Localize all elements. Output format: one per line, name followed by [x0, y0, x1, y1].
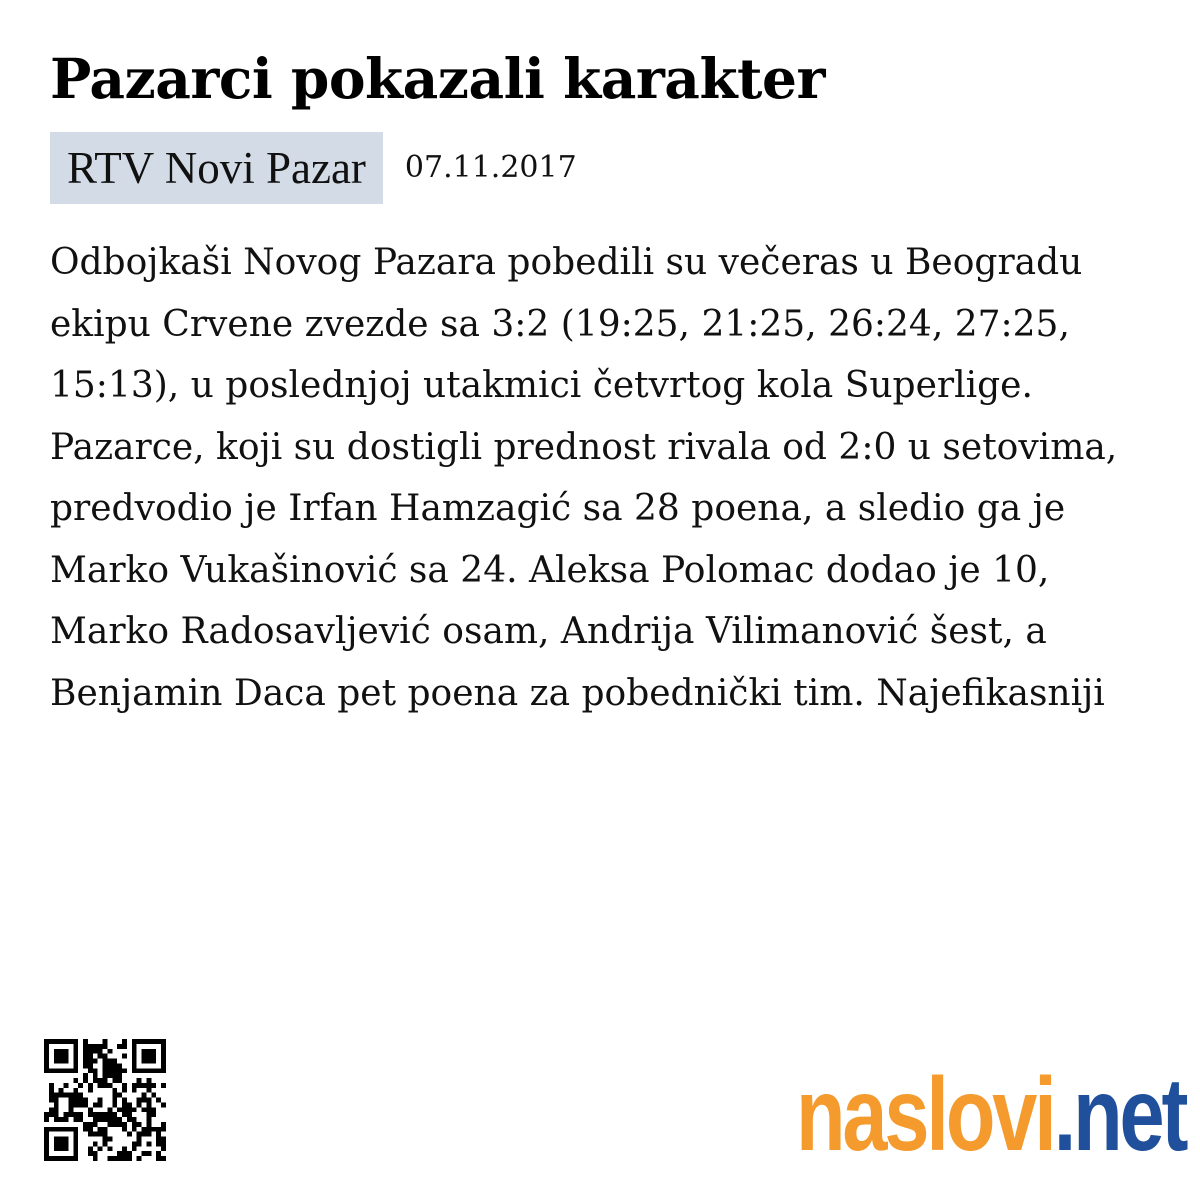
logo-net-text: .net — [1053, 1057, 1186, 1173]
logo-naslovi-text: naslovi — [796, 1057, 1054, 1173]
article-title: Pazarci pokazali karakter — [50, 46, 825, 111]
publish-date: 07.11.2017 — [404, 150, 577, 185]
qr-code-icon — [44, 1036, 166, 1164]
article-meta — [50, 132, 577, 204]
article-body: Odbojkaši Novog Pazara pobedili su večeras u Beogradu ekipu Crvene zvezde sa 3:2 (19:25, 21:25, 26:24, 27:25, 15:13), u poslednjoj utakmici četvrtog kola Superlige. Pazarce, koji su dostigli prednost rivala od 2:0 u setovima, predvodio je Irfan Hamzagić sa 28 poena, a sledio ga je Marko Vukašinović sa 24. Aleksa Polomac dodao je 10, Marko Radosavljević osam, Andrija Vilimanović šest, a Benjamin Daca pet poena za pobednički tim. Najefikasniji — [50, 242, 1118, 714]
naslovi-net-logo[interactable] — [796, 1057, 1186, 1173]
source-badge[interactable]: RTV Novi Pazar — [50, 132, 383, 204]
